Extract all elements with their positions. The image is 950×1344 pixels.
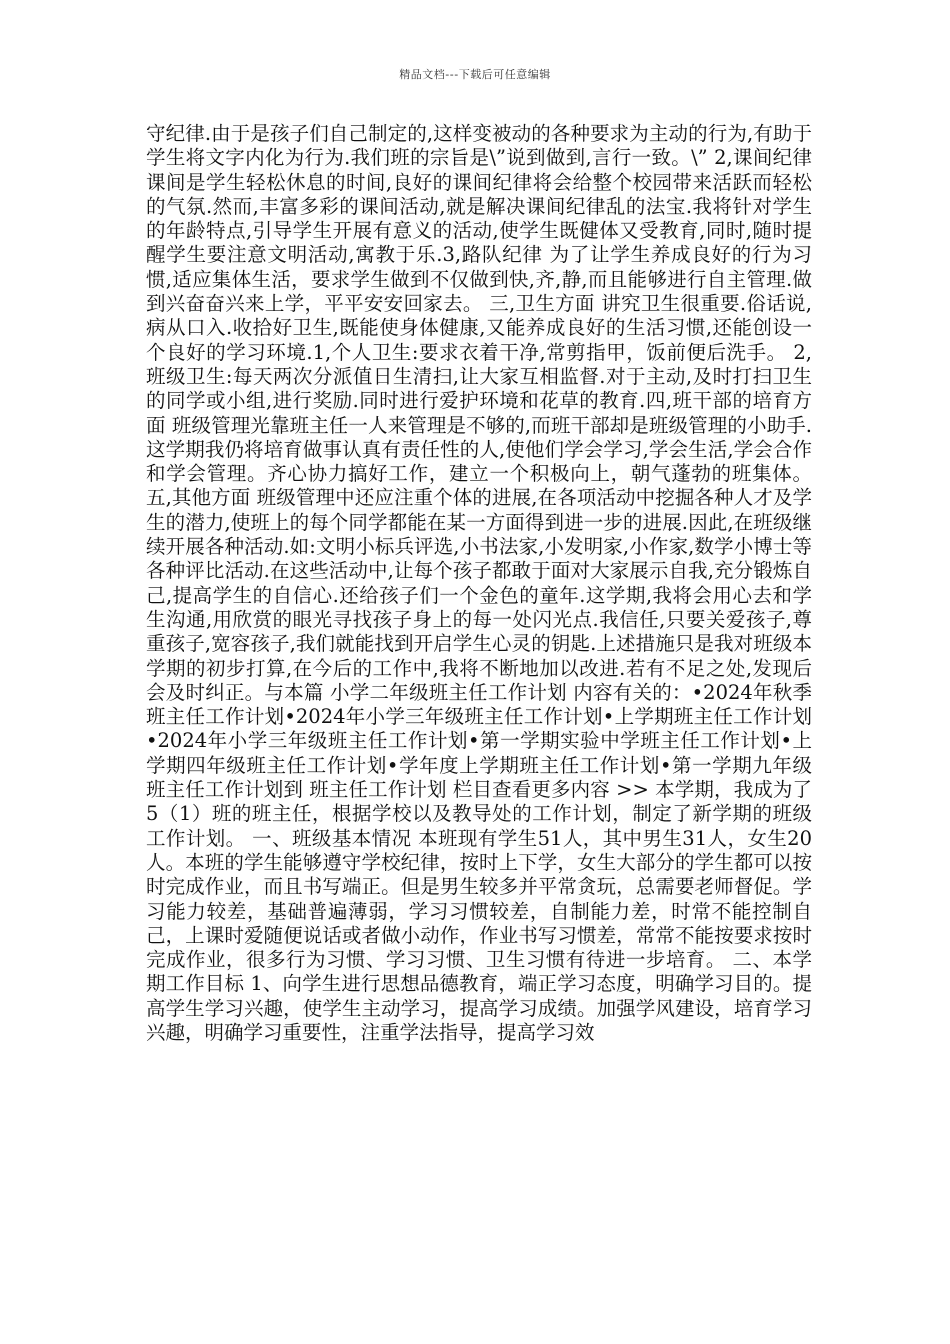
page-header: 精品文档---下载后可任意编辑 xyxy=(399,68,551,81)
document-body-text: 守纪律.由于是孩子们自己制定的,这样变被动的各种要求为主动的行为,有助于学生将文字内化为行为.我们班的宗旨是\”说到做到,言行一致。\” 2,课间纪律 课间是学生轻松休息的时间,良好的课间纪律将会给整个校园带来活跃而轻松的气氛.然而,丰富多彩的课间活动,就是解决课间纪律乱的法宝.我将针对学生的年龄特点,引导学生开展有意义的活动,使学生既健体又受教育,同时,随时提醒学生要注意文明活动,寓教于乐.3,路队纪律 为了让学生养成良好的行为习惯,适应集体生活，要求学生做到不仅做到快,齐,静,而且能够进行自主管理.做到兴奋奋兴来上学，平平安安回家去。 三,卫生方面 讲究卫生很重要.俗话说,病从口入.收拾好卫生,既能使身体健康,又能养成良好的生活习惯,还能创设一个良好的学习环境.1,个人卫生:要求衣着干净,常剪指甲，饭前便后洗手。 2,班级卫生:每天两次分派值日生清扫,让大家互相监督.对于主动,及时打扫卫生的同学或小组,进行奖励.同时进行爱护环境和花草的教育.四,班干部的培育方面 班级管理光靠班主任一人来管理是不够的,而班干部却是班级管理的小助手.这学期我仍将培育做事认真有责任性的人,使他们学会学习,学会生活,学会合作和学会管理。齐心协力搞好工作，建立一个积极向上，朝气蓬勃的班集体。 五,其他方面 班级管理中还应注重个体的进展,在各项活动中挖掘各种人才及学生的潜力,使班上的每个同学都能在某一方面得到进一步的进展.因此,在班级继续开展各种活动.如:文明小标兵评选,小书法家,小发明家,小作家,数学小博士等各种评比活动.在这些活动中,让每个孩子都敢于面对大家展示自我,充分锻炼自己,提高学生的自信心.还给孩子们一个金色的童年.这学期,我将会用心去和学生沟通,用欣赏的眼光寻找孩子身上的每一处闪光点.我信任,只要关爱孩子,尊重孩子,宽容孩子,我们就能找到开启学生心灵的钥匙.上述措施只是我对班级本学期的初步打算,在今后的工作中,我将不断地加以改进.若有不足之处,发现后会及时纠正。与本篇 小学二年级班主任工作计划 内容有关的：•2024年秋季班主任工作计划•2024年小学三年级班主任工作计划•上学期班主任工作计划•2024年小学三年级班主任工作计划•第一学期实验中学班主任工作计划•上学期四年级班主任工作计划•学年度上学期班主任工作计划•第一学期九年级班主任工作计划到 班主任工作计划 栏目查看更多内容 >> 本学期，我成为了5（1）班的班主任，根据学校以及教导处的工作计划，制定了新学期的班级工作计划。 一、班级基本情况 本班现有学生51人，其中男生31人，女生20人。本班的学生能够遵守学校纪律，按时上下学，女生大部分的学生都可以按时完成作业，而且书写端正。但是男生较多并平常贪玩，总需要老师督促。学习能力较差，基础普遍薄弱，学习习惯较差，自制能力差，时常不能控制自己，上课时爱随便说话或者做小动作，作业书写习惯差，常常不能按要求按时完成作业，很多行为习惯、学习习惯、卫生习惯有待进一步培育。 二、本学期工作目标 1、向学生进行思想品德教育，端正学习态度，明确学习目的。提高学生学习兴趣，使学生主动学习，提高学习成绩。加强学风建设，培育学习兴趣，明确学习重要性，注重学法指导，提高学习效 xyxy=(146,122,812,1044)
